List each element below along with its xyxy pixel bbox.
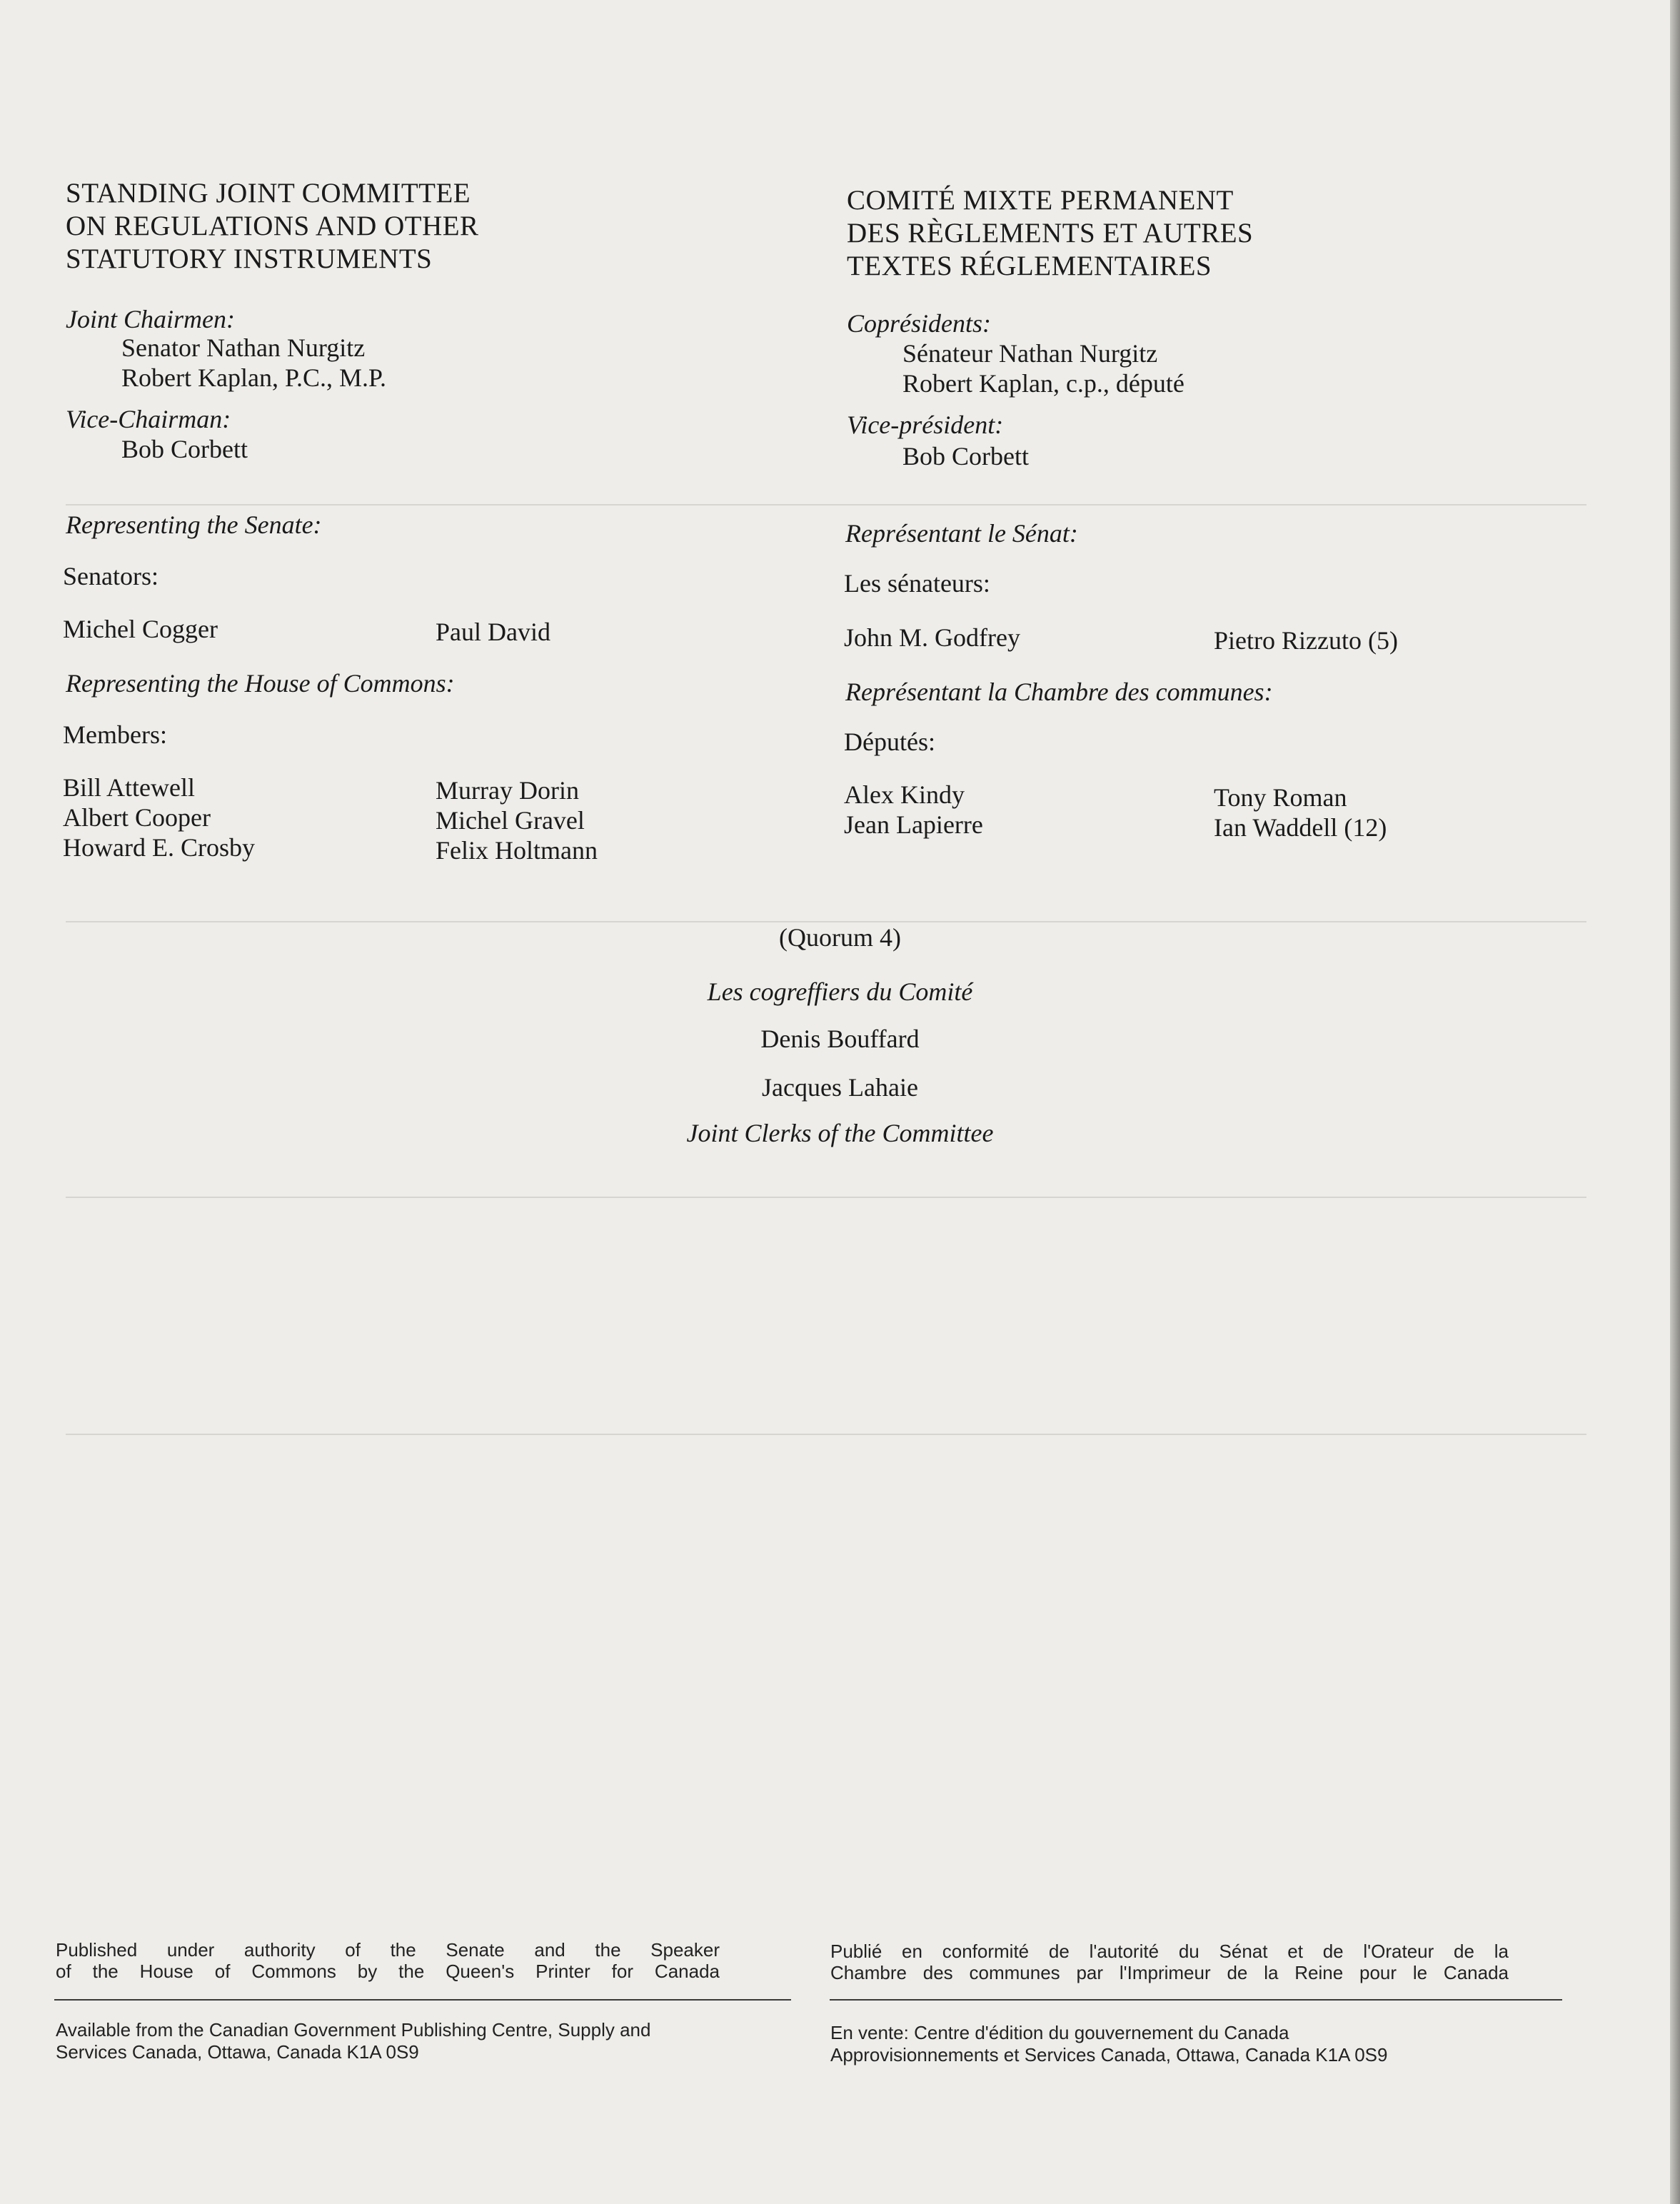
footer-line: Services Canada, Ottawa, Canada K1A 0S9 bbox=[56, 2041, 419, 2063]
senator-name: Pietro Rizzuto (5) bbox=[1214, 626, 1398, 655]
footer-line: Available from the Canadian Government Publishing Centre, Supply and bbox=[56, 2019, 651, 2041]
joint-chairmen-label: Joint Chairmen: bbox=[66, 305, 235, 333]
senator-name: Paul David bbox=[436, 618, 550, 646]
footer-rule-right bbox=[830, 1999, 1562, 2001]
published-fr-line2 bbox=[830, 1962, 1509, 1984]
members-col-1 bbox=[63, 773, 255, 862]
representant-senat-heading: Représentant le Sénat: bbox=[845, 519, 1078, 548]
chair-name: Robert Kaplan, P.C., M.P. bbox=[121, 363, 387, 392]
clerk-name: Denis Bouffard bbox=[760, 1025, 920, 1053]
senators-label: Senators: bbox=[63, 562, 159, 590]
chair-name: Senator Nathan Nurgitz bbox=[121, 333, 366, 362]
member-name: Tony Roman bbox=[1214, 783, 1347, 812]
divider-faint bbox=[66, 504, 1586, 505]
committee-title-fr bbox=[847, 184, 1253, 283]
title-line: ON REGULATIONS AND OTHER bbox=[66, 211, 479, 241]
title-line: DES RÈGLEMENTS ET AUTRES bbox=[847, 218, 1254, 248]
vice-president-label: Vice-président: bbox=[847, 411, 1004, 439]
published-fr bbox=[830, 1941, 1509, 1963]
title-line: TEXTES RÉGLEMENTAIRES bbox=[847, 251, 1212, 281]
footer-line: Approvisionnements et Services Canada, Ottawa, Canada K1A 0S9 bbox=[830, 2044, 1388, 2065]
members-col-2 bbox=[436, 775, 598, 865]
senator-name: John M. Godfrey bbox=[844, 623, 1020, 652]
representing-commons-heading: Representing the House of Commons: bbox=[66, 669, 455, 698]
senateurs-label: Les sénateurs: bbox=[844, 569, 990, 598]
deputes-col-2 bbox=[1214, 783, 1387, 842]
member-name: Bill Attewell bbox=[63, 773, 195, 802]
footer-line: Chambre des communes par l'Imprimeur de la Reine pour le Canada bbox=[830, 1962, 1509, 1983]
vice-chairman-name: Bob Corbett bbox=[121, 435, 248, 463]
committee-title-en bbox=[66, 177, 479, 276]
page-edge-shadow bbox=[1670, 0, 1680, 2204]
copresidents-list bbox=[847, 338, 1184, 398]
copresidents-label: Coprésidents: bbox=[847, 309, 991, 338]
member-name: Murray Dorin bbox=[436, 776, 579, 805]
member-name: Albert Cooper bbox=[63, 803, 211, 832]
title-line: COMITÉ MIXTE PERMANENT bbox=[847, 185, 1234, 216]
joint-chairmen-list bbox=[66, 333, 386, 393]
divider-faint bbox=[66, 1197, 1586, 1198]
footer-line: Publié en conformité de l'autorité du Sénat et de l'Orateur de la bbox=[830, 1941, 1509, 1962]
member-name: Michel Gravel bbox=[436, 806, 585, 835]
chair-name: Sénateur Nathan Nurgitz bbox=[902, 339, 1158, 368]
member-name: Felix Holtmann bbox=[436, 836, 598, 865]
published-en-line2 bbox=[56, 1961, 720, 1983]
footer-line: En vente: Centre d'édition du gouvernement du Canada bbox=[830, 2022, 1289, 2043]
joint-clerks-label: Joint Clerks of the Committee bbox=[686, 1119, 994, 1147]
member-name: Alex Kindy bbox=[844, 780, 965, 809]
senator-name: Michel Cogger bbox=[63, 615, 218, 643]
quorum: (Quorum 4) bbox=[779, 923, 901, 952]
member-name: Ian Waddell (12) bbox=[1214, 813, 1387, 842]
published-en bbox=[56, 1939, 720, 1961]
members-label: Members: bbox=[63, 720, 167, 749]
representing-senate-heading: Representing the Senate: bbox=[66, 510, 322, 539]
deputes-label: Députés: bbox=[844, 728, 935, 756]
clerk-name: Jacques Lahaie bbox=[762, 1073, 918, 1102]
divider-faint bbox=[66, 1434, 1586, 1435]
vice-president-name: Bob Corbett bbox=[902, 442, 1029, 471]
available-fr bbox=[830, 2022, 1387, 2066]
chair-name: Robert Kaplan, c.p., député bbox=[902, 369, 1184, 398]
title-line: STANDING JOINT COMMITTEE bbox=[66, 178, 471, 208]
member-name: Jean Lapierre bbox=[844, 810, 983, 839]
footer-line: of the House of Commons by the Queen's Printer for Canada bbox=[56, 1961, 720, 1982]
available-en bbox=[56, 2019, 650, 2063]
footer-line: Published under authority of the Senate and the Speaker bbox=[56, 1939, 720, 1961]
footer-rule-left bbox=[54, 1999, 791, 2001]
title-line: STATUTORY INSTRUMENTS bbox=[66, 243, 433, 274]
representant-communes-heading: Représentant la Chambre des communes: bbox=[845, 678, 1273, 706]
vice-chairman-label: Vice-Chairman: bbox=[66, 405, 231, 433]
deputes-col-1 bbox=[844, 780, 983, 840]
member-name: Howard E. Crosby bbox=[63, 833, 255, 862]
cogreffiers-label: Les cogreffiers du Comité bbox=[707, 977, 973, 1006]
